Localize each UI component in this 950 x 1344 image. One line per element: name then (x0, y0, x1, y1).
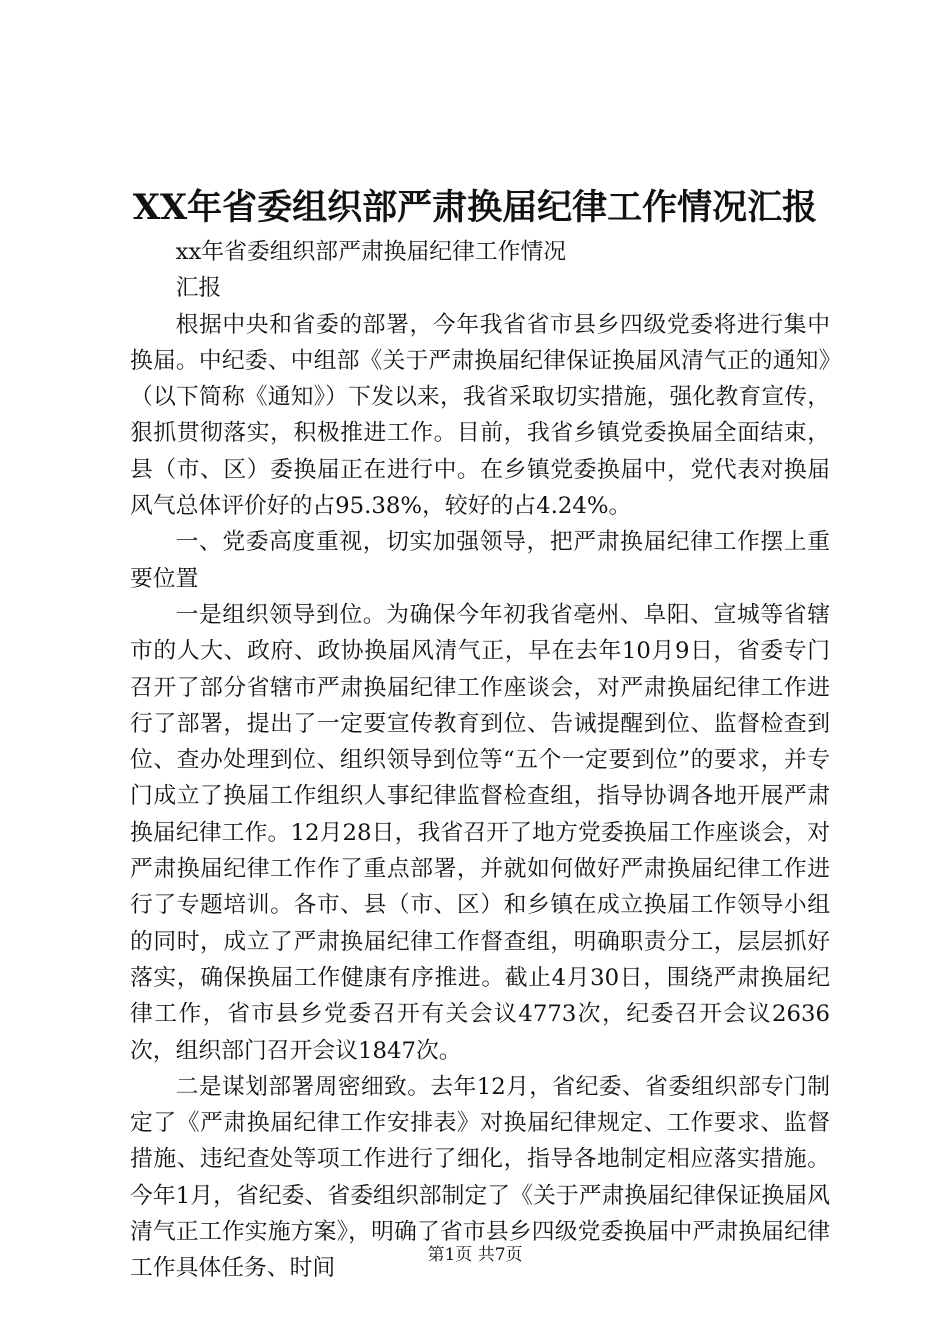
section-heading-1: 一、党委高度重视，切实加强领导，把严肃换届纪律工作摆上重要位置 (130, 529, 830, 592)
document-body (130, 234, 830, 1287)
paragraph-leadership: 一是组织领导到位。为确保今年初我省亳州、阜阳、宣城等省辖市的人大、政府、政协换届风清气正，早在去年10月9日，省委专门召开了部分省辖市严肃换届纪律工作座谈会，对严肃换届纪律工作进行了部署，提出了一定要宣传教育到位、告诫提醒到位、监督检查到位、查办处理到位、组织领导到位等“五个一定要到位”的要求，并专门成立了换届工作组织人事纪律监督检查组，指导协调各地开展严肃换届纪律工作。12月28日，我省召开了地方党委换届工作座谈会，对严肃换届纪律工作作了重点部署，并就如何做好严肃换届纪律工作进行了专题培训。各市、县（市、区）和乡镇在成立换届工作领导小组的同时，成立了严肃换届纪律工作督查组，明确职责分工，层层抓好落实，确保换届工作健康有序推进。截止4月30日，围绕严肃换届纪律工作，省市县乡党委召开有关会议4773次，纪委召开会议2636次，组织部门召开会议1847次。 (130, 601, 830, 1064)
document-title: XX年省委组织部严肃换届纪律工作情况汇报 (132, 187, 818, 228)
document-subtitle-line-2: 汇报 (175, 275, 222, 302)
paragraph-planning: 二是谋划部署周密细致。去年12月，省纪委、省委组织部专门制定了《严肃换届纪律工作安排表》对换届纪律规定、工作要求、监督措施、违纪查处等项工作进行了细化，指导各地制定相应落实措施。今年1月，省纪委、省委组织部制定了《关于严肃换届纪律保证换届风清气正工作实施方案》，明确了省市县乡四级党委换届中严肃换届纪律工作具体任务、时间 (130, 1073, 830, 1282)
document-subtitle-line-1: xx年省委组织部严肃换届纪律工作情况 (175, 239, 567, 265)
page-footer: 第1页 共7页 (427, 1245, 523, 1265)
paragraph-intro: 根据中央和省委的部署，今年我省省市县乡四级党委将进行集中换届。中纪委、中组部《关于严肃换届纪律保证换届风清气正的通知》（以下简称《通知》）下发以来，我省采取切实措施，强化教育宣传，狠抓贯彻落实，积极推进工作。目前，我省乡镇党委换届全面结束，县（市、区）委换届正在进行中。在乡镇党委换届中，党代表对换届风气总体评价好的占95.38%，较好的占4.24%。 (130, 311, 830, 520)
